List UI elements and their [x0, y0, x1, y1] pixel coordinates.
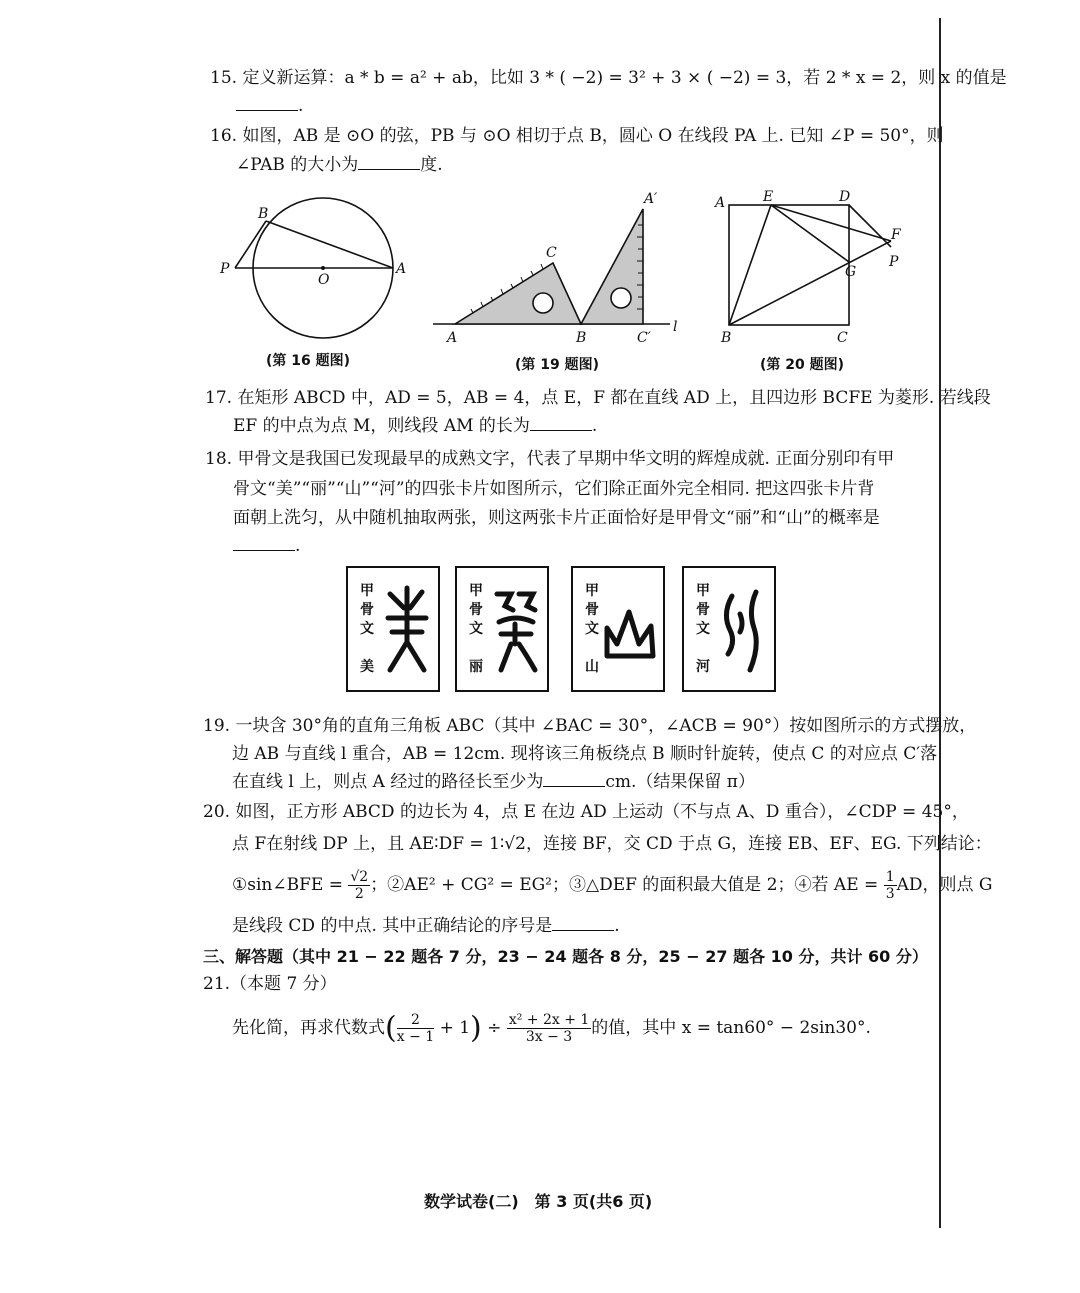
q20-answer-blank[interactable] [552, 916, 614, 931]
fig20-label-c: C [837, 330, 848, 346]
fig19-label-c: C [546, 245, 557, 261]
page-footer: 数学试卷(二) 第 3 页(共6 页) [424, 1192, 653, 1211]
q16-line1: 16. 如图，AB 是 ⊙O 的弦，PB 与 ⊙O 相切于点 B，圆心 O 在线段 PA 上. 已知 ∠P = 50°，则 [210, 126, 944, 146]
card-he [682, 566, 776, 692]
card-name: 丽 [469, 659, 483, 675]
fig19-label-a: A [447, 330, 458, 346]
line-eg [771, 205, 849, 262]
fig19-caption: (第 19 题图) [515, 357, 600, 373]
q17-answer-blank[interactable] [530, 416, 592, 431]
q19-line1: 19. 一块含 30°角的直角三角板 ABC（其中 ∠BAC = 30°，∠ACB = 90°）按如图所示的方式摆放， [203, 716, 977, 736]
fig20-label-e: E [763, 189, 774, 205]
fig19-label-a-prime: A′ [644, 191, 658, 207]
triangle-abc-hole [533, 293, 553, 313]
card-header: 甲骨文 [585, 583, 599, 637]
fig16-label-b: B [258, 206, 269, 222]
figure-16 [210, 185, 410, 355]
fig19-label-l: l [673, 319, 678, 335]
q19-line3: 在直线 l 上，则点 A 经过的路径长至少为 cm.（结果保留 π） [232, 772, 755, 792]
figure-20 [705, 185, 920, 355]
fig16-caption: (第 16 题图) [266, 353, 351, 369]
fig20-label-b: B [721, 330, 732, 346]
fig20-label-a: A [715, 195, 726, 211]
q18-line3: 面朝上洗匀，从中随机抽取两张，则这两张卡片正面恰好是甲骨文“丽”和“山”的概率是 [233, 508, 880, 528]
q18-line4: . [233, 534, 300, 558]
q16-answer-blank[interactable] [358, 155, 420, 170]
q15-answer-blank[interactable] [236, 96, 298, 111]
q16-line2: ∠PAB 的大小为 度. [236, 155, 443, 175]
q20-line2: 点 F在射线 DP 上，且 AE∶DF = 1∶√2，连接 BF，交 CD 于点 G，连接 EB、EF、EG. 下列结论： [232, 834, 992, 854]
figure-19 [425, 185, 690, 355]
q21-title: 21.（本题 7 分） [203, 974, 337, 994]
fig20-caption: (第 20 题图) [760, 357, 845, 373]
page-edge-line [939, 18, 941, 1228]
line-ef [771, 205, 891, 241]
card-shan [571, 566, 665, 692]
line-pb [235, 221, 266, 268]
oracle-glyph-he [718, 584, 768, 679]
q17-line2: EF 的中点为点 M，则线段 AM 的长为 . [233, 416, 598, 436]
q18-line1: 18. 甲骨文是我国已发现最早的成熟文字，代表了早期中华文明的辉煌成就. 正面分别印有甲 [205, 449, 895, 469]
card-name: 美 [360, 659, 374, 675]
card-name: 河 [696, 659, 710, 675]
fraction-x2-over-3x: $\frac{\text{x² + 2x + 1}}{3x - 3}$ [508, 1012, 590, 1045]
fig16-label-a: A [396, 261, 407, 277]
center-o [321, 266, 325, 270]
card-li [455, 566, 549, 692]
q17-line1: 17. 在矩形 ABCD 中，AD = 5，AB = 4，点 E，F 都在直线 AD 上，且四边形 BCFE 为菱形. 若线段 [205, 388, 991, 408]
q20-line3: ①sin∠BFE = $\frac{√2}{2}$ ；②AE² + CG² = EG²；③△DEF 的面积最大值是 2；④若 AE = $\frac{1}{3}$ AD，则点 G [232, 869, 993, 902]
q21-expression: 先化简，再求代数式( $\frac{2}{x - 1}$ + 1) ÷ $\frac{\text{x² + 2x + 1}}{3x - 3}$ 的值，其中 x = tan60° − 2sin30°. [232, 1010, 871, 1046]
fraction-2-over-x-minus-1: $\frac{2}{x - 1}$ [396, 1012, 435, 1045]
q15-line2: . [236, 94, 303, 118]
section-3-heading: 三、解答题（其中 21 − 22 题各 7 分，23 − 24 题各 8 分，25 − 27 题各 10 分，共计 60 分） [203, 947, 928, 966]
fig20-label-g: G [845, 264, 857, 280]
triangle-abc [455, 263, 581, 324]
q18-answer-blank[interactable] [233, 536, 295, 551]
fig20-label-f: F [891, 227, 901, 243]
chord-ab [266, 221, 393, 268]
fig19-label-b: B [576, 330, 587, 346]
card-header: 甲骨文 [696, 583, 710, 637]
fig16-label-p: P [220, 261, 230, 277]
q19-answer-blank[interactable] [543, 772, 605, 787]
oracle-glyph-li [491, 584, 541, 679]
oracle-glyph-mei [382, 584, 432, 679]
q15-line1: 15. 定义新运算：a * b = a² + ab，比如 3 * ( −2) = 3² + 3 × ( −2) = 3，若 2 * x = 2，则 x 的值是 [210, 68, 1007, 88]
triangle-a-prime [581, 209, 643, 324]
oracle-glyph-shan [603, 584, 658, 679]
ray-dp [849, 205, 891, 247]
q18-line2: 骨文“美”“丽”“山”“河”的四张卡片如图所示，它们除正面外完全相同. 把这四张卡片背 [233, 479, 875, 499]
fraction-sqrt2-over-2: $\frac{√2}{2}$ [350, 869, 369, 902]
q20-line1: 20. 如图，正方形 ABCD 的边长为 4，点 E 在边 AD 上运动（不与点 A、D 重合），∠CDP = 45°， [203, 802, 969, 822]
fraction-one-third: $\frac{1}{3}$ [885, 869, 895, 902]
fig20-label-p: P [889, 254, 899, 270]
card-mei [346, 566, 440, 692]
card-header: 甲骨文 [360, 583, 374, 637]
fig20-label-d: D [839, 189, 851, 205]
fig19-label-c-prime: C′ [637, 330, 651, 346]
q20-line4: 是线段 CD 的中点. 其中正确结论的序号是 . [232, 916, 620, 936]
q19-line2: 边 AB 与直线 l 重合，AB = 12cm. 现将该三角板绕点 B 顺时针旋转，使点 C 的对应点 C′落 [232, 744, 938, 764]
card-header: 甲骨文 [469, 583, 483, 637]
triangle-a-prime-hole [611, 288, 631, 308]
fig16-label-o: O [318, 272, 330, 288]
card-name: 山 [585, 659, 599, 675]
